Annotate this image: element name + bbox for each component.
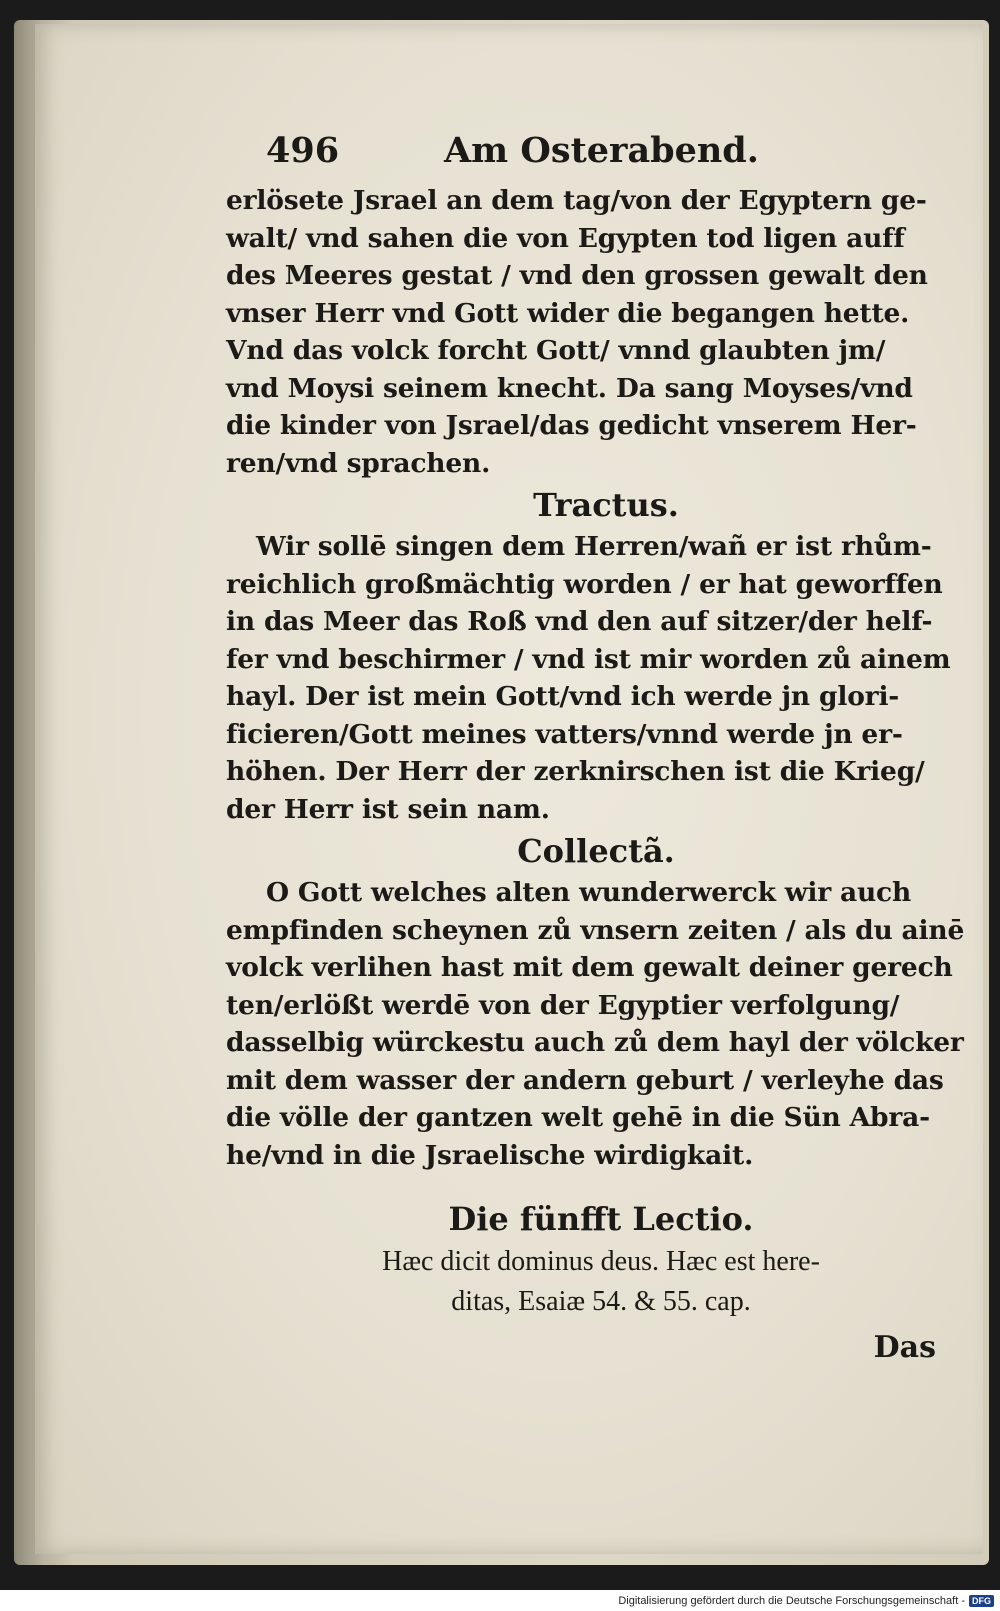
collecta-paragraph xyxy=(226,874,965,1174)
text-line: he/vnd in die Jsraelische wirdigkait. xyxy=(226,1139,754,1171)
text-line: vnd Moysi seinem knecht. Da sang Moyses/vnd xyxy=(226,372,913,404)
footer-credit-bar xyxy=(0,1590,1000,1611)
text-line: des Meeres gestat / vnd den grossen gewalt den xyxy=(226,260,928,291)
catchword: Das xyxy=(873,1330,936,1365)
text-line: empfinden scheynen zů vnsern zeiten / als du ainē xyxy=(226,914,965,946)
text-line: walt/ vnd sahen die von Egypten tod ligen auff xyxy=(226,222,905,254)
page-text-block xyxy=(226,130,965,1368)
body-paragraph xyxy=(226,182,946,482)
footer-credit-text: Digitalisierung gefördert durch die Deutsche Forschungsgemeinschaft - xyxy=(618,1594,965,1607)
running-title: Am Osterabend. xyxy=(444,130,759,171)
text-line: vnser Herr vnd Gott wider die begangen hette. xyxy=(226,297,910,329)
latin-line: Hæc dicit dominus deus. Hæc est here- xyxy=(382,1246,820,1277)
text-line: erlösete Jsrael an dem tag/von der Egyptern ge- xyxy=(226,185,927,216)
text-line: Wir sollē singen dem Herren/wañ er ist rhům- xyxy=(256,531,932,562)
text-line: dasselbig würckestu auch zů dem hayl der völcker xyxy=(226,1027,964,1058)
latin-line: ditas, Esaiæ 54. & 55. cap. xyxy=(451,1286,751,1317)
tractus-paragraph xyxy=(226,528,951,828)
page-number: 496 xyxy=(266,130,340,171)
text-line: höhen. Der Herr der zerknirschen ist die Krieg/ xyxy=(226,756,925,787)
text-line: die kinder von Jsrael/das gedicht vnserem Her- xyxy=(226,410,917,441)
lectio-heading: Die fünfft Lectio. xyxy=(448,1200,754,1238)
dfg-logo-icon: DFG xyxy=(969,1595,994,1607)
text-line: volck verlihen hast mit dem gewalt deiner gerech xyxy=(226,952,953,983)
text-line: ren/vnd sprachen. xyxy=(226,447,491,479)
text-line: in das Meer das Roß vnd den auf sitzer/der helf- xyxy=(226,606,933,637)
text-line: der Herr ist sein nam. xyxy=(226,793,550,825)
text-line: fer vnd beschirmer / vnd ist mir worden zů ainem xyxy=(226,643,951,675)
text-line: reichlich großmächtig worden / er hat geworffen xyxy=(226,568,943,600)
text-line: mit dem wasser der andern geburt / verleyhe das xyxy=(226,1064,944,1096)
running-head xyxy=(226,130,946,182)
tractus-heading: Tractus. xyxy=(533,486,679,524)
text-line: die völle der gantzen welt gehē in die Sün Abra- xyxy=(226,1102,930,1133)
text-line: ten/erlößt werdē von der Egyptier verfolgung/ xyxy=(226,989,900,1021)
collecta-heading: Collectã. xyxy=(517,832,675,870)
text-line: O Gott welches alten wunderwerck wir auch xyxy=(266,877,912,908)
text-line: Vnd das volck forcht Gott/ vnnd glaubten jm/ xyxy=(226,335,886,366)
text-line: ficieren/Gott meines vatters/vnnd werde jn er- xyxy=(226,718,903,750)
text-line: hayl. Der ist mein Gott/vnd ich werde jn glori- xyxy=(226,681,900,712)
